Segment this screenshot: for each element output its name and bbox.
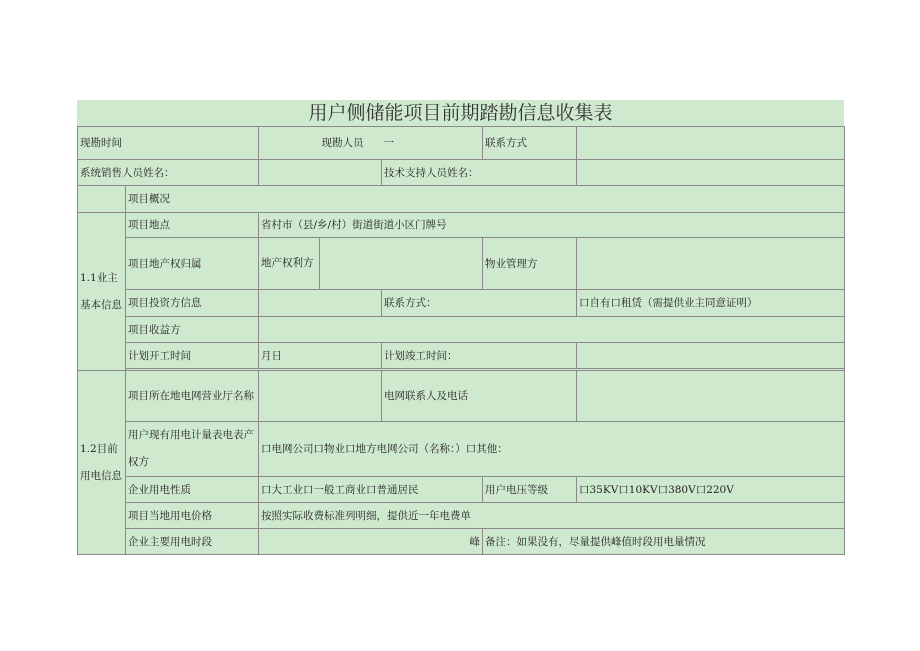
grid-contact-label: 电网联系人及电话 — [382, 371, 577, 422]
period-field[interactable]: 峰 — [259, 529, 483, 555]
section-owner-info: 1.1业主基本信息 — [78, 213, 126, 371]
revenue-label: 项目收益方 — [126, 317, 259, 343]
table-row — [78, 529, 845, 555]
location-label: 项目地点 — [126, 213, 259, 238]
location-field[interactable]: 省村市（县/乡/村）街道街道小区门牌号 — [259, 213, 845, 238]
period-note: 备注：如果没有，尽量提供峰值时段用电量情况 — [483, 529, 845, 555]
grid-office-label: 项目所在地电网营业厅名称 — [126, 371, 259, 422]
contact-method-field[interactable] — [577, 127, 845, 160]
surveyor-label: 现勘人员 — [320, 127, 382, 160]
table-row — [78, 371, 845, 422]
property-mgmt-label: 物业管理方 — [483, 238, 577, 290]
blank-cell — [78, 186, 126, 213]
investor-contact-label: 联系方式： — [382, 290, 577, 317]
table-row — [78, 422, 845, 477]
survey-time-label: 现勘时间 — [78, 127, 259, 160]
table-row — [78, 503, 845, 529]
survey-form — [77, 100, 844, 551]
period-label: 企业主要用电时段 — [126, 529, 259, 555]
property-owner-label: 项目地产权归属 — [126, 238, 259, 290]
surveyor-field[interactable]: 一 — [382, 127, 483, 160]
voltage-label: 用户电压等级 — [483, 477, 577, 503]
grid-office-field[interactable] — [259, 371, 382, 422]
grid-contact-field[interactable] — [577, 371, 845, 422]
table-row — [78, 186, 845, 213]
tech-name-field[interactable] — [577, 160, 845, 186]
form-table — [77, 126, 845, 555]
property-right-field[interactable] — [320, 238, 483, 290]
start-time-field[interactable]: 月日 — [259, 343, 382, 369]
elec-type-field[interactable]: 口大工业口一般工商业口普通居民 — [259, 477, 483, 503]
table-row — [78, 127, 845, 160]
table-row — [78, 290, 845, 317]
sales-name-field[interactable] — [259, 160, 382, 186]
tech-name-label: 技术支持人员姓名： — [382, 160, 577, 186]
property-right-label: 地产权利方 — [259, 238, 320, 290]
price-label: 项目当地用电价格 — [126, 503, 259, 529]
table-row — [78, 317, 845, 343]
meter-owner-label: 用户现有用电计量表电表产权方 — [126, 422, 259, 477]
voltage-field[interactable]: 口35KV口10KV口380V口220V — [577, 477, 845, 503]
table-row — [78, 343, 845, 369]
overview-label: 项目概况 — [126, 186, 845, 213]
table-row — [78, 238, 845, 290]
price-field[interactable]: 按照实际收费标准列明细，提供近一年电费单 — [259, 503, 845, 529]
investor-label: 项目投资方信息 — [126, 290, 259, 317]
investor-field[interactable] — [259, 290, 382, 317]
sales-name-label: 系统销售人员姓名： — [78, 160, 259, 186]
ownership-field[interactable]: 口自有口租赁（需提供业主同意证明） — [577, 290, 845, 317]
survey-time-field[interactable] — [259, 127, 320, 160]
revenue-field[interactable] — [259, 317, 845, 343]
meter-owner-field[interactable]: 口电网公司口物业口地方电网公司（名称：）口其他： — [259, 422, 845, 477]
form-title: 用户侧储能项目前期踏勘信息收集表 — [77, 100, 844, 126]
end-time-label: 计划竣工时间： — [382, 343, 577, 369]
property-mgmt-field[interactable] — [577, 238, 845, 290]
contact-method-label: 联系方式 — [483, 127, 577, 160]
table-row — [78, 213, 845, 238]
elec-type-label: 企业用电性质 — [126, 477, 259, 503]
section-power-info: 1.2目前用电信息 — [78, 371, 126, 555]
start-time-label: 计划开工时间 — [126, 343, 259, 369]
end-time-field[interactable] — [577, 343, 845, 369]
table-row — [78, 160, 845, 186]
table-row — [78, 477, 845, 503]
